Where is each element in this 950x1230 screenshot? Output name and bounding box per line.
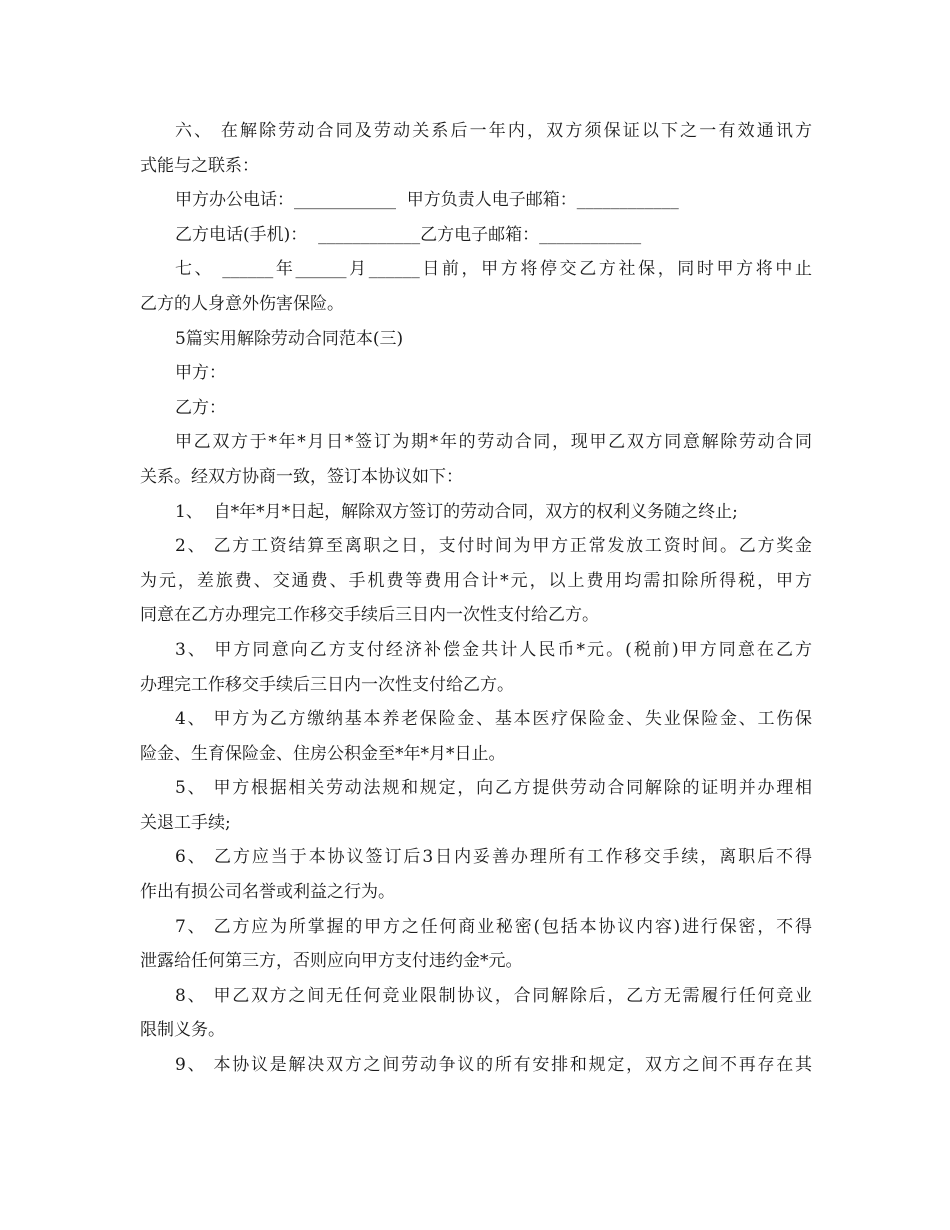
document-line: 1、 自*年*月*日起，解除双方签订的劳动合同，双方的权利义务随之终止; bbox=[175, 501, 738, 522]
document-line: 甲乙双方于*年*月日*签订为期*年的劳动合同，现甲乙双方同意解除劳动合同 bbox=[175, 432, 812, 453]
document-body bbox=[140, 114, 812, 1083]
document-line: 办理完工作移交手续后三日内一次性支付给乙方。 bbox=[140, 674, 514, 695]
document-line: 险金、生育保险金、住房公积金至*年*月*日止。 bbox=[140, 743, 506, 764]
document-line: 乙方： bbox=[175, 397, 226, 418]
document-line: 乙方的人身意外伤害保险。 bbox=[140, 293, 344, 314]
document-line: 式能与之联系： bbox=[140, 155, 259, 176]
document-line: 5、 甲方根据相关劳动法规和规定，向乙方提供劳动合同解除的证明并办理相 bbox=[175, 778, 812, 799]
document-line: 5篇实用解除劳动合同范本(三) bbox=[175, 328, 404, 349]
document-line: 甲方： bbox=[175, 363, 226, 384]
document-line: 关系。经双方协商一致，签订本协议如下： bbox=[140, 466, 463, 487]
document-line: 七、 ______年______月______日前，甲方将停交乙方社保，同时甲方将中止 bbox=[175, 259, 812, 280]
document-line: 同意在乙方办理完工作移交手续后三日内一次性支付给乙方。 bbox=[140, 605, 599, 626]
document-line: 4、 甲方为乙方缴纳基本养老保险金、基本医疗保险金、失业保险金、工伤保 bbox=[175, 709, 812, 730]
document-line: 乙方电话(手机)： ____________乙方电子邮箱：____________ bbox=[175, 224, 642, 245]
document-line: 为元，差旅费、交通费、手机费等费用合计*元，以上费用均需扣除所得税，甲方 bbox=[140, 570, 812, 591]
document-line: 作出有损公司名誉或利益之行为。 bbox=[140, 882, 395, 903]
document-line: 六、 在解除劳动合同及劳动关系后一年内，双方须保证以下之一有效通讯方 bbox=[175, 121, 812, 141]
document-line: 8、 甲乙双方之间无任何竞业限制协议，合同解除后，乙方无需履行任何竞业 bbox=[175, 985, 812, 1006]
document-line: 限制义务。 bbox=[140, 1020, 225, 1041]
document-line: 9、 本协议是解决双方之间劳动争议的所有安排和规定，双方之间不再存在其 bbox=[175, 1055, 812, 1076]
document-line: 甲方办公电话：____________ 甲方负责人电子邮箱：____________ bbox=[175, 190, 679, 211]
document-line: 2、 乙方工资结算至离职之日，支付时间为甲方正常发放工资时间。乙方奖金 bbox=[175, 536, 812, 557]
document-line: 7、 乙方应为所掌握的甲方之任何商业秘密(包括本协议内容)进行保密，不得 bbox=[175, 916, 812, 937]
document-line: 关退工手续; bbox=[140, 812, 231, 833]
document-line: 6、 乙方应当于本协议签订后3日内妥善办理所有工作移交手续，离职后不得 bbox=[175, 847, 812, 868]
document-line: 泄露给任何第三方，否则应向甲方支付违约金*元。 bbox=[140, 951, 523, 972]
document-line: 3、 甲方同意向乙方支付经济补偿金共计人民币*元。(税前)甲方同意在乙方 bbox=[175, 639, 812, 660]
